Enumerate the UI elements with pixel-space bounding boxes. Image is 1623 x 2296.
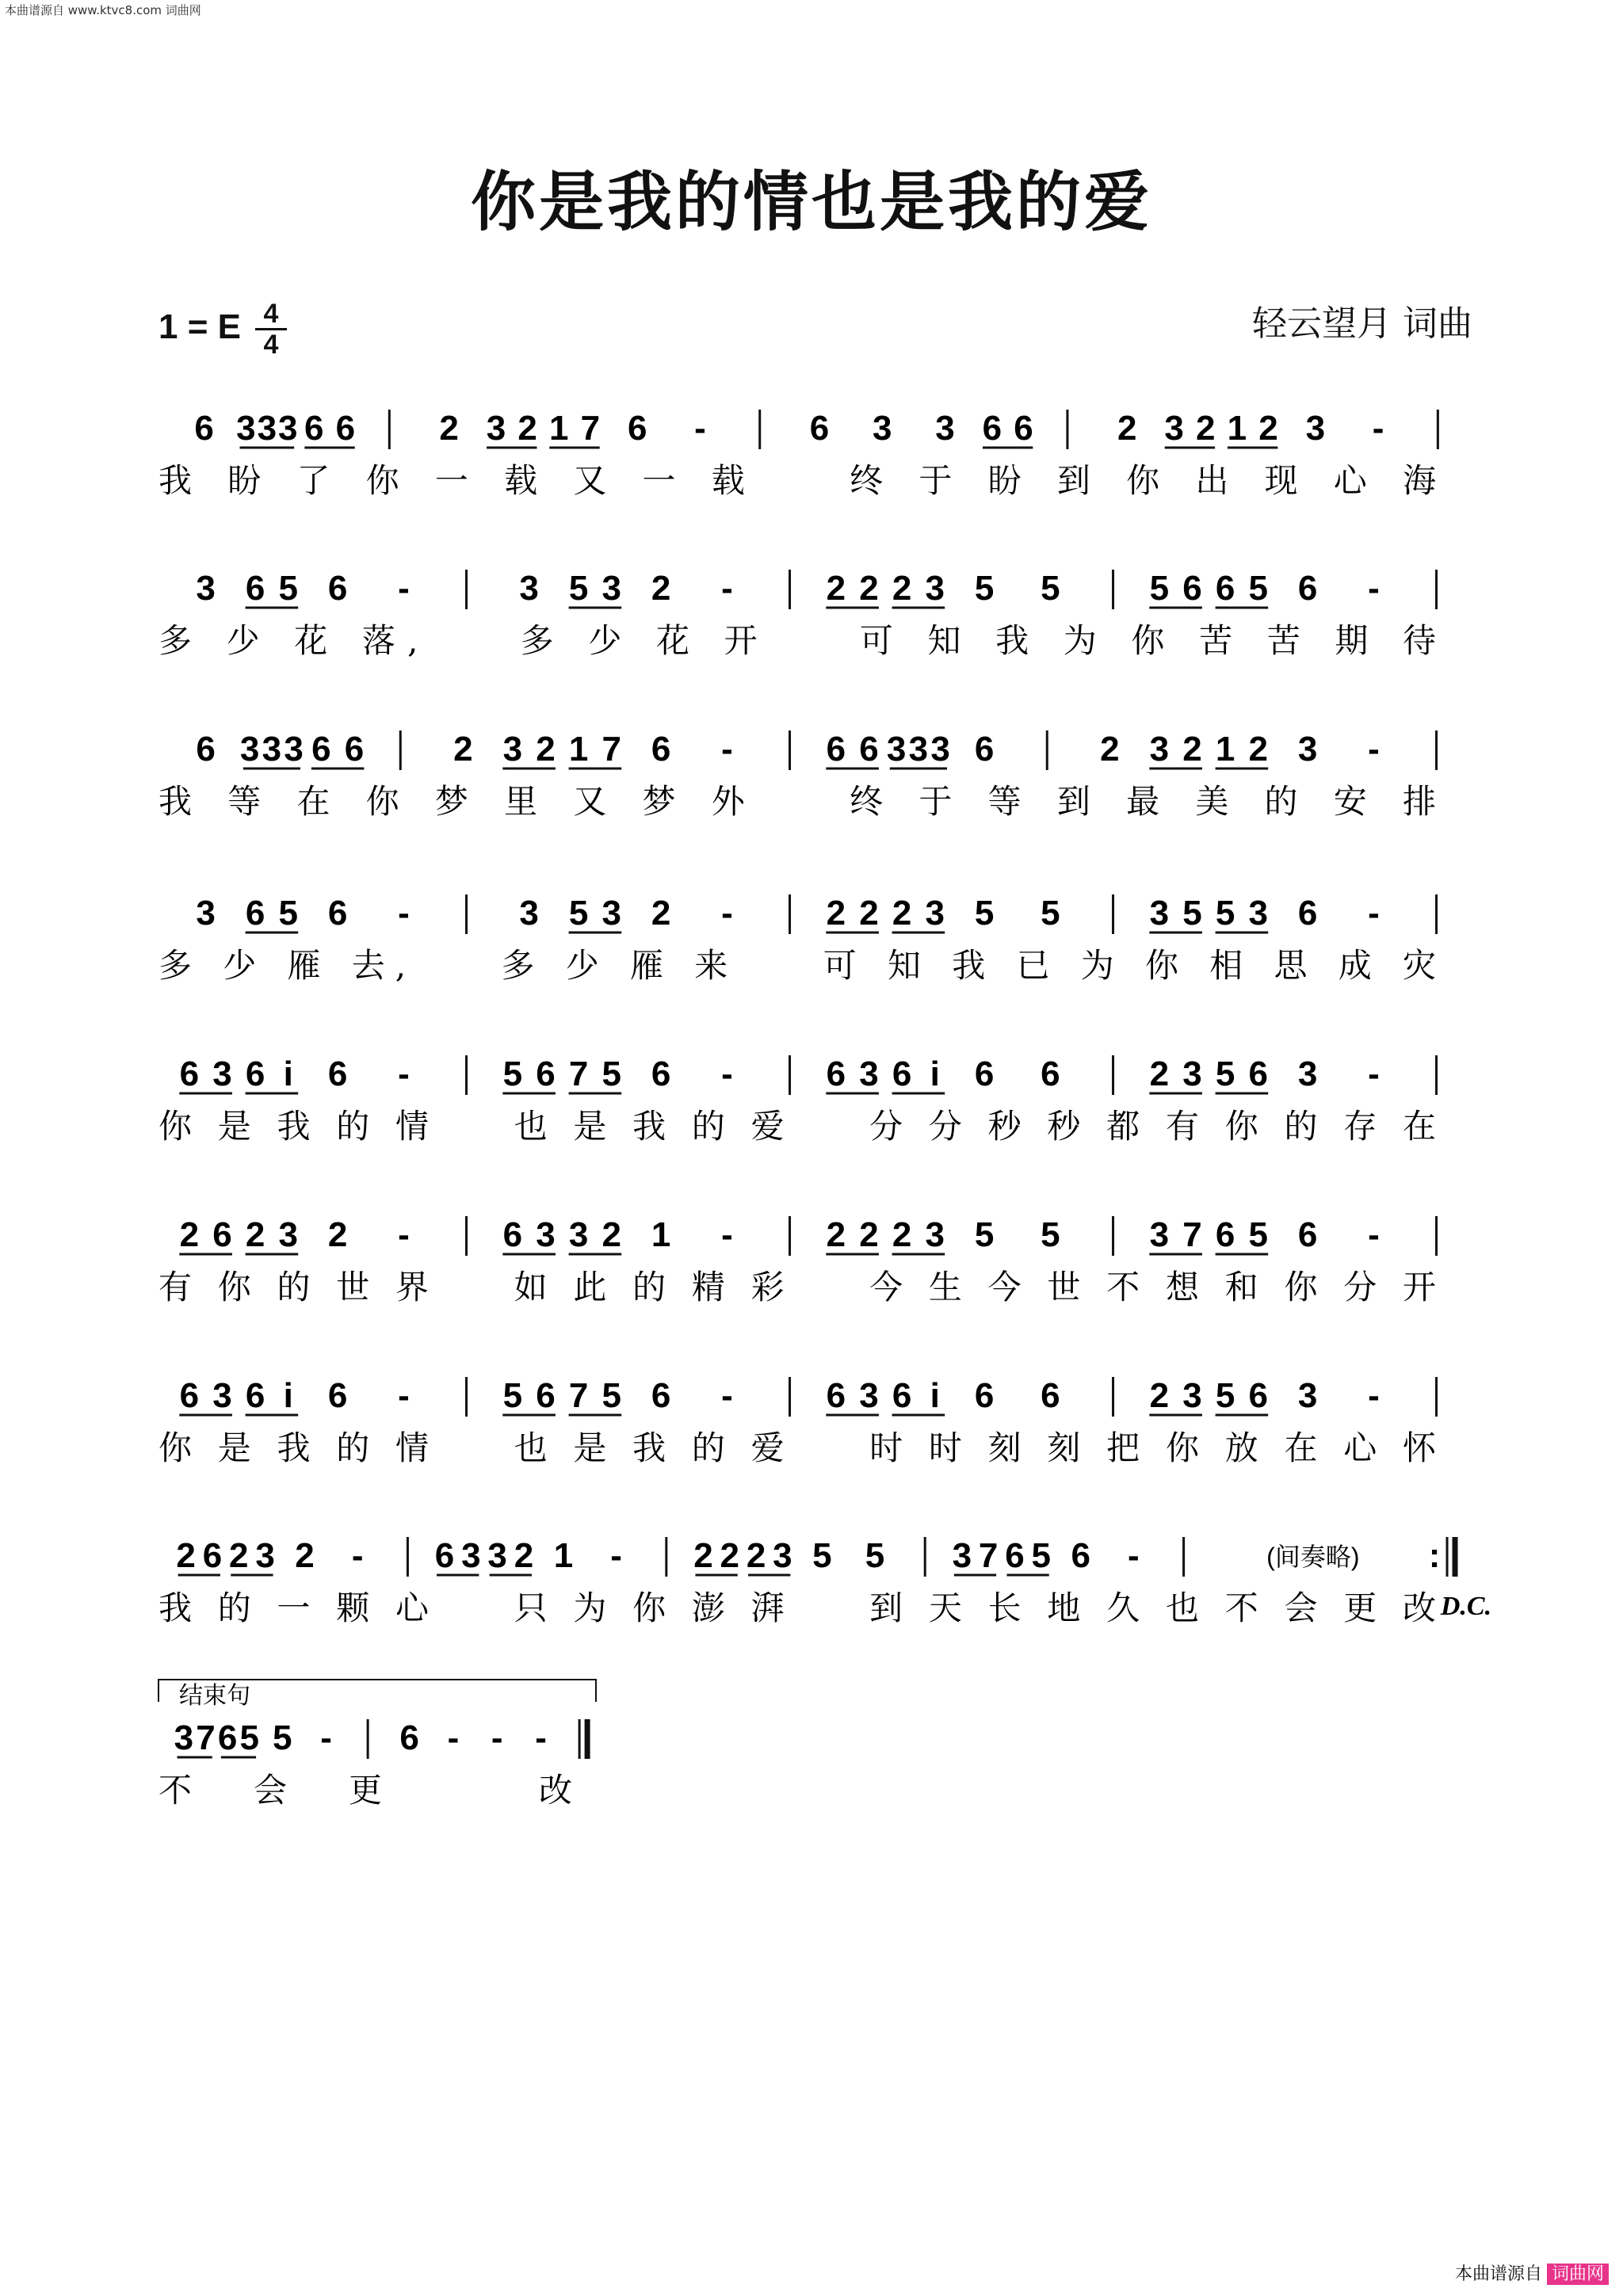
note: 3 xyxy=(536,1215,556,1254)
note: 6 xyxy=(826,730,846,769)
note: 6 xyxy=(327,894,348,933)
lyric-line: 你 是 我 的 情 也 是 我 的 爱 时 时 刻 刻 把 你 放 在 心 怀 xyxy=(158,1428,1437,1467)
note: 5 xyxy=(239,1718,260,1757)
note: 3 xyxy=(1297,1376,1318,1415)
note: 2 xyxy=(859,569,879,608)
note: 3 xyxy=(461,1536,481,1575)
note: - xyxy=(1368,569,1380,608)
note: 5 xyxy=(974,569,995,608)
note: 6 xyxy=(1248,1055,1268,1093)
note: 1 xyxy=(553,1536,574,1575)
note: 1 xyxy=(568,730,589,769)
note: 6 xyxy=(245,569,265,608)
note: - xyxy=(398,1376,410,1415)
note: 3 xyxy=(239,730,260,769)
note: 1 xyxy=(651,1215,671,1254)
note: 6 xyxy=(974,1055,995,1093)
note: 5 xyxy=(502,1376,523,1415)
note: 2 xyxy=(1248,730,1268,769)
note: 3 xyxy=(601,569,621,608)
note: 3 xyxy=(1164,409,1184,448)
note: - xyxy=(721,894,733,933)
note: 3 xyxy=(519,894,539,933)
note: 6 xyxy=(434,1536,455,1575)
note: 6 xyxy=(974,1376,995,1415)
note: 6 xyxy=(536,1055,556,1093)
note: 2 xyxy=(651,569,671,608)
note: 3 xyxy=(872,409,892,448)
note: 6 xyxy=(179,1055,200,1093)
note: - xyxy=(1128,1536,1140,1575)
note: 3 xyxy=(284,730,304,769)
note: 7 xyxy=(601,730,621,769)
note: 2 xyxy=(859,894,879,933)
note: 6 xyxy=(245,1376,265,1415)
note: 5 xyxy=(568,569,589,608)
watermark-top: 本曲谱源自 www.ktvc8.com 词曲网 xyxy=(5,3,201,17)
note: 2 xyxy=(826,569,846,608)
note: 6 xyxy=(1215,1215,1235,1254)
note: 2 xyxy=(601,1215,621,1254)
note: 5 xyxy=(273,1718,292,1757)
note: 3 xyxy=(196,569,216,608)
note: 5 xyxy=(1248,1215,1268,1254)
note: 3 xyxy=(486,409,506,448)
note: 5 xyxy=(1215,1055,1235,1093)
lyric-line: 不 会 更 改 xyxy=(158,1771,572,1810)
note: 6 xyxy=(245,894,265,933)
note: 2 xyxy=(1117,409,1137,448)
note: 3 xyxy=(212,1376,232,1415)
note: 3 xyxy=(859,1055,879,1093)
note: 2 xyxy=(1149,1376,1170,1415)
note: 2 xyxy=(826,1215,846,1254)
note: 5 xyxy=(1041,1215,1060,1254)
note: - xyxy=(1368,1055,1380,1093)
note: 3 xyxy=(278,1215,298,1254)
lyric-line: 我 等 在 你 梦 里 又 梦 外 终 于 等 到 最 美 的 安 排 xyxy=(158,782,1436,821)
note: 3 xyxy=(925,569,945,608)
note: 1 xyxy=(1227,409,1247,448)
note: 3 xyxy=(1248,894,1268,933)
note: 6 xyxy=(1041,1055,1060,1093)
note: i xyxy=(930,1376,940,1415)
note: 2 xyxy=(892,569,912,608)
note: - xyxy=(351,1536,364,1575)
note: 3 xyxy=(568,1215,589,1254)
note: 2 xyxy=(1182,730,1202,769)
note: 3 xyxy=(908,730,929,769)
note: 3 xyxy=(1182,1376,1202,1415)
note: - xyxy=(610,1536,622,1575)
note: 6 xyxy=(194,409,214,448)
note: 6 xyxy=(502,1215,523,1254)
note: 6 xyxy=(1182,569,1202,608)
note: 2 xyxy=(176,1536,196,1575)
note: 3 xyxy=(487,1536,507,1575)
note: 7 xyxy=(196,1718,216,1757)
note: 3 xyxy=(196,894,216,933)
note: 5 xyxy=(812,1536,832,1575)
note: - xyxy=(694,409,706,448)
note: 6 xyxy=(809,409,830,448)
note: - xyxy=(721,1215,733,1254)
note: - xyxy=(535,1718,547,1757)
note: 5 xyxy=(502,1055,523,1093)
note: 3 xyxy=(1149,730,1170,769)
note: 6 xyxy=(826,1376,846,1415)
note: - xyxy=(398,569,410,608)
note: 3 xyxy=(262,730,282,769)
note: 6 xyxy=(327,569,348,608)
meter-bottom: 4 xyxy=(263,330,279,360)
note: 6 xyxy=(202,1536,223,1575)
interlude-label: (间奏略) xyxy=(1266,1543,1360,1571)
note: 6 xyxy=(304,409,324,448)
note: 7 xyxy=(978,1536,999,1575)
note: 5 xyxy=(1149,569,1170,608)
note: 7 xyxy=(568,1376,589,1415)
note: - xyxy=(721,569,733,608)
note: - xyxy=(398,894,410,933)
note: 5 xyxy=(568,894,589,933)
note: 6 xyxy=(628,409,647,448)
note: 6 xyxy=(536,1376,556,1415)
note: 3 xyxy=(278,409,298,448)
meter-top: 4 xyxy=(255,299,287,330)
note: - xyxy=(447,1718,460,1757)
note: 3 xyxy=(212,1055,232,1093)
note: 2 xyxy=(859,1215,879,1254)
note: 2 xyxy=(295,1536,315,1575)
note: 6 xyxy=(1005,1536,1025,1575)
note: 6 xyxy=(1297,894,1318,933)
note: 5 xyxy=(1031,1536,1052,1575)
note: 6 xyxy=(245,1055,265,1093)
note: 2 xyxy=(327,1215,348,1254)
watermark-bottom-a: 本曲谱源自 xyxy=(1454,2264,1542,2284)
note: 6 xyxy=(826,1055,846,1093)
note: 3 xyxy=(255,1536,275,1575)
note: 2 xyxy=(892,894,912,933)
note: 2 xyxy=(720,1536,740,1575)
note: 6 xyxy=(651,730,671,769)
note: 3 xyxy=(1305,409,1326,448)
note: 3 xyxy=(502,730,523,769)
note: 7 xyxy=(1182,1215,1202,1254)
note: 5 xyxy=(601,1055,621,1093)
lyric-line: 多 少 雁 去, 多 少 雁 来 可 知 我 已 为 你 相 思 成 灾 xyxy=(158,946,1437,985)
note: 6 xyxy=(651,1376,671,1415)
note: - xyxy=(721,1055,733,1093)
note: 5 xyxy=(278,894,298,933)
note: - xyxy=(1368,1215,1380,1254)
note: 3 xyxy=(925,1215,945,1254)
note: 3 xyxy=(601,894,621,933)
note: 6 xyxy=(327,1055,348,1093)
note: - xyxy=(1372,409,1384,448)
note: 6 xyxy=(892,1055,912,1093)
note: 1 xyxy=(1215,730,1235,769)
note: 2 xyxy=(536,730,556,769)
note: 5 xyxy=(1215,894,1235,933)
note: 5 xyxy=(974,1215,995,1254)
note: 2 xyxy=(892,1215,912,1254)
note: - xyxy=(398,1055,410,1093)
note: 3 xyxy=(1297,1055,1318,1093)
lyric-line: 多 少 花 落, 多 少 花 开 可 知 我 为 你 苦 苦 期 待 xyxy=(158,621,1436,660)
note: - xyxy=(320,1718,332,1757)
note: 2 xyxy=(439,409,459,448)
note: 6 xyxy=(179,1376,200,1415)
note: i xyxy=(930,1055,940,1093)
note: 1 xyxy=(548,409,569,448)
note: 2 xyxy=(517,409,537,448)
note: 2 xyxy=(746,1536,766,1575)
note: 6 xyxy=(1248,1376,1268,1415)
note: 6 xyxy=(1014,409,1033,448)
lyric-line: 我 盼 了 你 一 载 又 一 载 终 于 盼 到 你 出 现 心 海 xyxy=(158,461,1436,500)
author-credit: 轻云望月 词曲 xyxy=(1252,303,1472,344)
note: 6 xyxy=(974,730,995,769)
note: 3 xyxy=(257,409,277,448)
note: 5 xyxy=(974,894,995,933)
watermark-bottom-b: 词曲网 xyxy=(1547,2264,1609,2285)
note: 3 xyxy=(1297,730,1318,769)
note: 5 xyxy=(601,1376,621,1415)
lyric-line: 有 你 的 世 界 如 此 的 精 彩 今 生 今 世 不 想 和 你 分 开 xyxy=(158,1268,1437,1306)
note: 6 xyxy=(859,730,879,769)
note: 6 xyxy=(1071,1536,1090,1575)
repeat-dots: : xyxy=(1428,1536,1441,1575)
note: 6 xyxy=(1215,569,1235,608)
note: 6 xyxy=(1297,569,1318,608)
note: 2 xyxy=(514,1536,534,1575)
note: 3 xyxy=(925,894,945,933)
note: 3 xyxy=(1149,894,1170,933)
note: 3 xyxy=(236,409,256,448)
note: 6 xyxy=(217,1718,238,1757)
note: 3 xyxy=(859,1376,879,1415)
note: 6 xyxy=(399,1718,419,1757)
note: 5 xyxy=(1182,894,1202,933)
note: 2 xyxy=(1149,1055,1170,1093)
note: 5 xyxy=(1215,1376,1235,1415)
note: - xyxy=(1368,730,1380,769)
note: 3 xyxy=(930,730,950,769)
note: 3 xyxy=(773,1536,792,1575)
key-signature: 1 = E xyxy=(158,307,241,346)
note: 6 xyxy=(651,1055,671,1093)
note: 2 xyxy=(179,1215,200,1254)
note: 5 xyxy=(278,569,298,608)
watermark-bottom xyxy=(1455,2260,1609,2285)
note: i xyxy=(283,1376,293,1415)
note: 6 xyxy=(1297,1215,1318,1254)
note: 2 xyxy=(245,1215,265,1254)
note: - xyxy=(491,1718,503,1757)
lyric-line: 你 是 我 的 情 也 是 我 的 爱 分 分 秒 秒 都 有 你 的 存 在 xyxy=(158,1107,1437,1146)
note: 6 xyxy=(1041,1376,1060,1415)
note: 6 xyxy=(196,730,216,769)
note: 5 xyxy=(1041,894,1060,933)
dc-label: D.C. xyxy=(1440,1592,1492,1621)
note: 6 xyxy=(344,730,365,769)
note: 3 xyxy=(1182,1055,1202,1093)
note: 6 xyxy=(892,1376,912,1415)
note: 6 xyxy=(311,730,331,769)
note: 2 xyxy=(826,894,846,933)
note: 7 xyxy=(580,409,601,448)
note: i xyxy=(283,1055,293,1093)
note: 2 xyxy=(1195,409,1216,448)
note: 6 xyxy=(335,409,356,448)
note: 2 xyxy=(1258,409,1278,448)
note: 5 xyxy=(1248,569,1268,608)
note: - xyxy=(721,1376,733,1415)
lyric-line: 我 的 一 颗 心 只 为 你 澎 湃 到 天 长 地 久 也 不 会 更 改 xyxy=(158,1589,1437,1627)
note: 6 xyxy=(327,1376,348,1415)
note: - xyxy=(721,730,733,769)
note: 2 xyxy=(1100,730,1120,769)
note: 3 xyxy=(519,569,539,608)
note: 3 xyxy=(1149,1215,1170,1254)
note: 2 xyxy=(651,894,671,933)
note: 6 xyxy=(982,409,1002,448)
note: 5 xyxy=(1041,569,1060,608)
note: 6 xyxy=(212,1215,232,1254)
note: - xyxy=(1368,894,1380,933)
ending-label: 结束句 xyxy=(179,1683,250,1709)
note: 5 xyxy=(865,1536,885,1575)
note: 3 xyxy=(935,409,955,448)
note: - xyxy=(1368,1376,1380,1415)
note: 3 xyxy=(952,1536,972,1575)
note: 2 xyxy=(229,1536,249,1575)
note: 7 xyxy=(568,1055,589,1093)
note: 2 xyxy=(453,730,473,769)
note: - xyxy=(398,1215,410,1254)
song-title: 你是我的情也是我的爱 xyxy=(470,164,1152,240)
note: 3 xyxy=(174,1718,194,1757)
note: 2 xyxy=(693,1536,713,1575)
note: 3 xyxy=(886,730,907,769)
